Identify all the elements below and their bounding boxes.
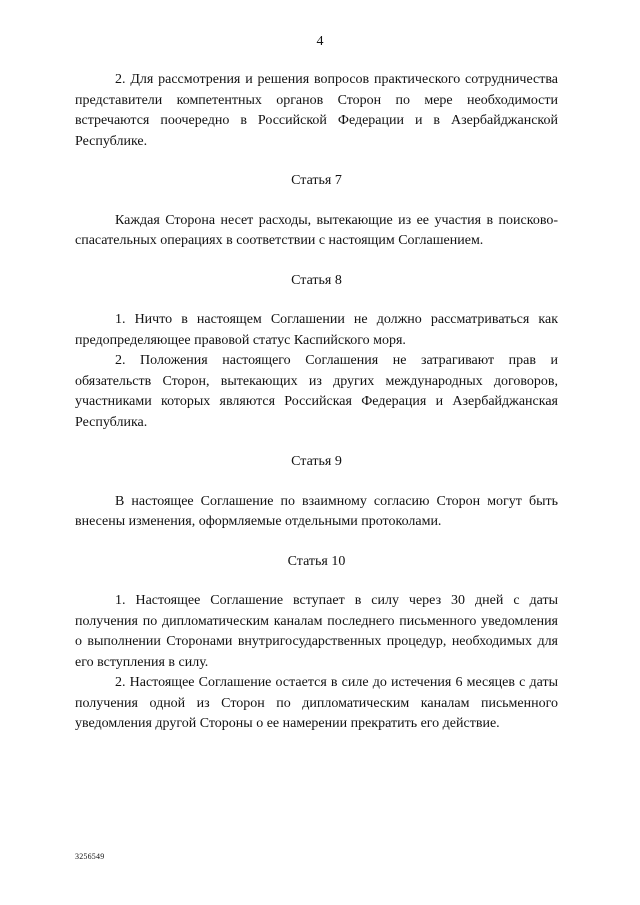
document-code: 3256549 xyxy=(75,852,105,861)
article-8-heading: Статья 8 xyxy=(291,272,342,288)
paragraph-8-1: 1. Ничто в настоящем Соглашении не должно рассматриваться как предопределяющее правовой статус Каспийского моря. xyxy=(75,312,558,348)
page-number: 4 xyxy=(316,34,324,49)
paragraph-9: В настоящее Соглашение по взаимному согласию Сторон могут быть внесены изменения, оформляемые отдельными протоколами. xyxy=(75,493,558,529)
paragraph-6-2: 2. Для рассмотрения и решения вопросов практического сотрудничества представители компетентных органов Сторон по мере необходимости встречаются поочередно в Российской Федерации и в Азербайджанской Республике. xyxy=(75,72,558,149)
paragraph-10-1: 1. Настоящее Соглашение вступает в силу через 30 дней с даты получения по дипломатическим каналам последнего письменного уведомления о выполнении Сторонами внутригосударственных процедур, необходимых для его вступления в силу. xyxy=(75,593,558,670)
document-body xyxy=(75,64,558,735)
paragraph-8-2: 2. Положения настоящего Соглашения не затрагивают прав и обязательств Сторон, вытекающих из других международных договоров, участниками которых являются Российская Федерация и Азербайджанская Республика. xyxy=(75,353,558,430)
article-7-heading: Статья 7 xyxy=(291,173,342,188)
paragraph-10-2: 2. Настоящее Соглашение остается в силе до истечения 6 месяцев с даты получения одной из Сторон по дипломатическим каналам письменного уведомления другой Стороны о ее намерении прекратить его действие. xyxy=(75,675,558,731)
paragraph-7: Каждая Сторона несет расходы, вытекающие из ее участия в поисково-спасательных операциях в соответствии с настоящим Соглашением. xyxy=(75,212,558,248)
article-10-heading: Статья 10 xyxy=(287,553,346,569)
article-9-heading: Статья 9 xyxy=(291,454,342,469)
